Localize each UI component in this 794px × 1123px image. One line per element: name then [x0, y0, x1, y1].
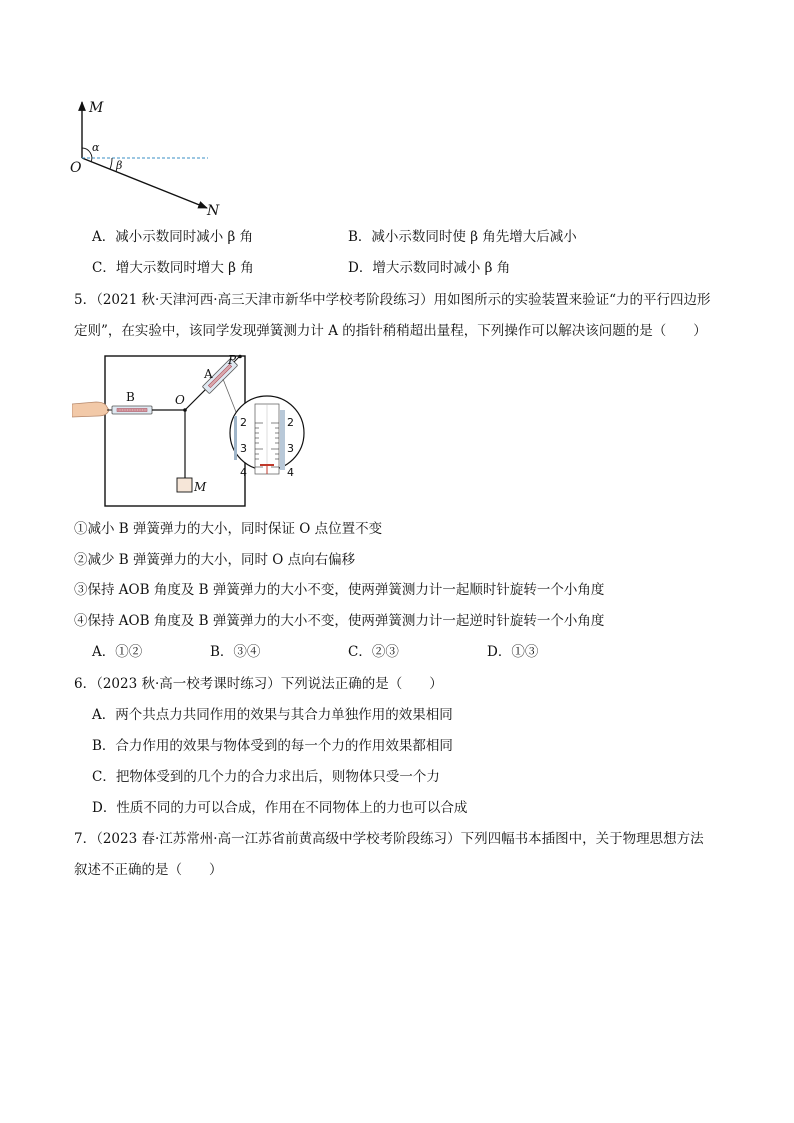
- magnified-scale: [230, 396, 304, 479]
- q5-option-a: A．①②: [92, 644, 143, 660]
- label-m: M: [89, 100, 104, 116]
- force-experiment-diagram: [72, 354, 312, 510]
- q5-stem-line2: 定则”，在实验中，该同学发现弹簧测力计 A 的指针稍稍超出量程，下列操作可以解决该问题的是（ ）: [74, 323, 707, 339]
- vector-on: [82, 158, 207, 208]
- q5-statement-3: ③保持 AOB 角度及 B 弹簧弹力的大小不变，使两弹簧测力计一起顺时针旋转一个小角度: [74, 582, 605, 598]
- q6-option-c: C．把物体受到的几个力的合力求出后，则物体只受一个力: [92, 769, 440, 785]
- scale-tick-right-3: 3: [287, 442, 294, 455]
- q7-stem-line2: 叙述不正确的是（ ）: [74, 862, 223, 878]
- scale-tick-left-3: 3: [240, 442, 247, 455]
- q5-option-b: B．③④: [210, 644, 261, 660]
- label-o: O: [175, 393, 185, 407]
- q5-stem-line1: 5．（2021 秋·天津河西·高三天津市新华中学校考阶段练习）用如图所示的实验装置来验证“力的平行四边形: [74, 292, 711, 308]
- q4-option-d: D．增大示数同时减小 β 角: [348, 260, 511, 276]
- q7-stem-line1: 7．（2023 春·江苏常州·高一江苏省前黄高级中学校考阶段练习）下列四幅书本插图中，关于物理思想方法: [74, 831, 704, 847]
- label-n: N: [207, 203, 220, 219]
- mass-m: [177, 478, 192, 492]
- q6-option-a: A．两个共点力共同作用的效果与其合力单独作用的效果相同: [92, 707, 453, 723]
- q6-option-b: B．合力作用的效果与物体受到的每一个力的作用效果都相同: [92, 738, 453, 754]
- q5-option-d: D．①③: [487, 644, 539, 660]
- q5-statement-1: ①减小 B 弹簧弹力的大小，同时保证 O 点位置不变: [74, 521, 383, 537]
- label-a: A: [204, 367, 213, 381]
- angle-diagram: [68, 96, 228, 222]
- label-alpha: α: [92, 141, 100, 154]
- q4-option-c: C．增大示数同时增大 β 角: [92, 260, 254, 276]
- q4-option-b: B．减小示数同时使 β 角先增大后减小: [348, 229, 577, 245]
- label-p: P: [228, 354, 237, 367]
- q5-option-c: C．②③: [348, 644, 399, 660]
- beta-arc: [110, 158, 112, 169]
- q6-option-d: D．性质不同的力可以合成，作用在不同物体上的力也可以合成: [92, 800, 468, 816]
- pin-p: [238, 355, 242, 359]
- scale-tick-left-4: 4: [240, 466, 247, 479]
- label-b: B: [126, 390, 135, 404]
- label-m: M: [194, 480, 207, 494]
- q5-statement-2: ②减少 B 弹簧弹力的大小，同时 O 点向右偏移: [74, 552, 356, 568]
- q6-stem: 6．（2023 秋·高一校考课时练习）下列说法正确的是（ ）: [74, 676, 443, 692]
- q5-statement-4: ④保持 AOB 角度及 B 弹簧弹力的大小不变，使两弹簧测力计一起逆时针旋转一个小角度: [74, 613, 605, 629]
- scale-tick-right-4: 4: [287, 466, 294, 479]
- hand-illustration: [72, 402, 109, 417]
- label-o: O: [70, 160, 82, 176]
- q4-option-a: A．减小示数同时减小 β 角: [92, 229, 254, 245]
- scale-tick-right-2: 2: [287, 416, 294, 429]
- label-beta: β: [116, 159, 123, 172]
- scale-tick-left-2: 2: [240, 416, 247, 429]
- spring-scale-b: [112, 406, 152, 414]
